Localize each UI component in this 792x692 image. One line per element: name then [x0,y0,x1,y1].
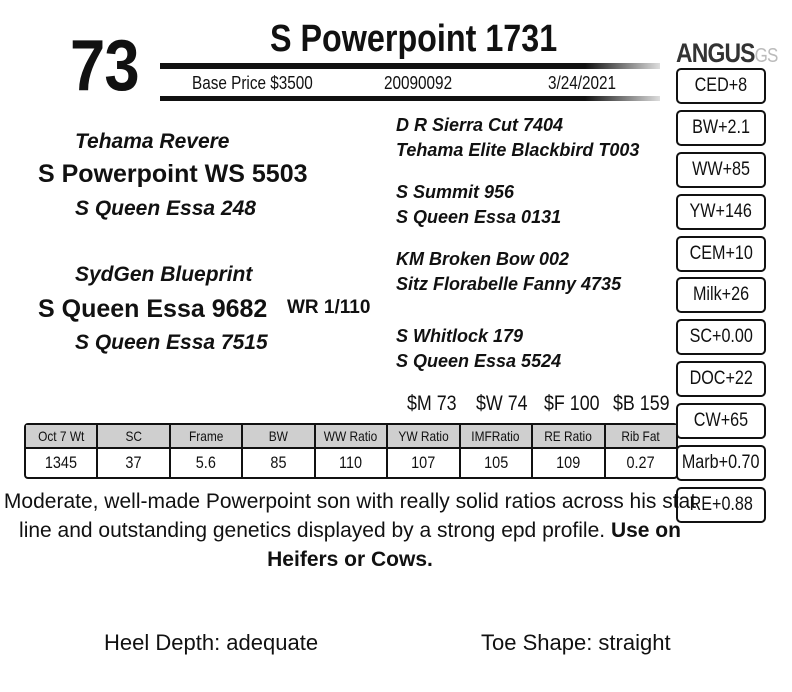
sire-sire: Tehama Revere [75,130,230,153]
index-m: $M 73 [407,392,457,415]
dam-sire: SydGen Blueprint [75,263,253,286]
table-cell: 0.27 [626,453,655,472]
table-header: Rib Fat [606,425,676,447]
bull-name: S Powerpoint 1731 [270,18,558,60]
table-header: RE Ratio [533,425,605,447]
table-cell: 1345 [26,449,98,477]
table-header: Frame [171,425,243,447]
index-w: $W 74 [476,392,528,415]
table-cell: 105 [461,449,533,477]
table-header: BW [243,425,315,447]
lot-number: 73 [70,26,139,106]
epd-ced: CED+8 [676,68,766,104]
sire-dam: S Queen Essa 248 [75,197,256,220]
table-header: SC [98,425,170,447]
birth-date: 3/24/2021 [548,73,617,93]
logo-brand: ANGUS [676,38,755,68]
table-row [26,449,676,477]
table-header: WW Ratio [316,425,388,447]
table-cell: 37 [98,449,170,477]
epd-cem: CEM+10 [676,236,766,272]
dam: S Queen Essa 9682 [38,295,268,323]
dam-dam: S Queen Essa 7515 [75,331,268,354]
table-header: YW Ratio [388,425,460,447]
epd-re: RE+0.88 [676,487,766,523]
sire: S Powerpoint WS 5503 [38,160,308,188]
angus-gs-logo [676,38,778,69]
epd-column [676,68,772,529]
ggp-1: D R Sierra Cut 7404 [396,115,564,135]
table-header-row [26,425,676,449]
header-rule-top [160,63,660,69]
ggp-8: S Queen Essa 5524 [396,351,562,371]
header-rule-bottom [160,96,660,101]
table-cell: 85 [243,449,315,477]
ggp-7: S Whitlock 179 [396,326,524,346]
table-cell: 109 [533,449,605,477]
comment-emphasis: Use on Heifers or Cows. [267,519,681,571]
epd-sc: SC+0.00 [676,319,766,355]
registration-number: 20090092 [384,73,453,93]
base-price: Base Price $3500 [192,73,313,93]
epd-marb: Marb+0.70 [676,445,766,481]
table-cell: 5.6 [171,449,243,477]
ggp-5: KM Broken Bow 002 [396,249,570,269]
performance-table [24,423,678,479]
logo-suffix: GS [754,45,778,67]
epd-bw: BW+2.1 [676,110,766,146]
ggp-3: S Summit 956 [396,182,515,202]
dam-note: WR 1/110 [287,297,371,318]
comment-text: Moderate, well-made Powerpoint son with really solid ratios across his stat line and outstanding genetics displayed by a strong epd profile. [3,490,697,542]
toe-shape: Toe Shape: straight [481,630,671,655]
index-f: $F 100 [544,392,600,415]
epd-ww: WW+85 [676,152,766,188]
ggp-4: S Queen Essa 0131 [396,207,562,227]
table-cell: 107 [388,449,460,477]
table-header: IMFRatio [461,425,533,447]
epd-yw: YW+146 [676,194,766,230]
table-cell: 110 [316,449,388,477]
epd-doc: DOC+22 [676,361,766,397]
epd-milk: Milk+26 [676,277,766,313]
epd-cw: CW+65 [676,403,766,439]
ggp-2: Tehama Elite Blackbird T003 [396,140,640,160]
table-header: Oct 7 Wt [26,425,98,447]
ggp-6: Sitz Florabelle Fanny 4735 [396,274,622,294]
sale-comment [0,487,700,574]
heel-depth: Heel Depth: adequate [104,630,319,655]
index-b: $B 159 [613,392,670,415]
